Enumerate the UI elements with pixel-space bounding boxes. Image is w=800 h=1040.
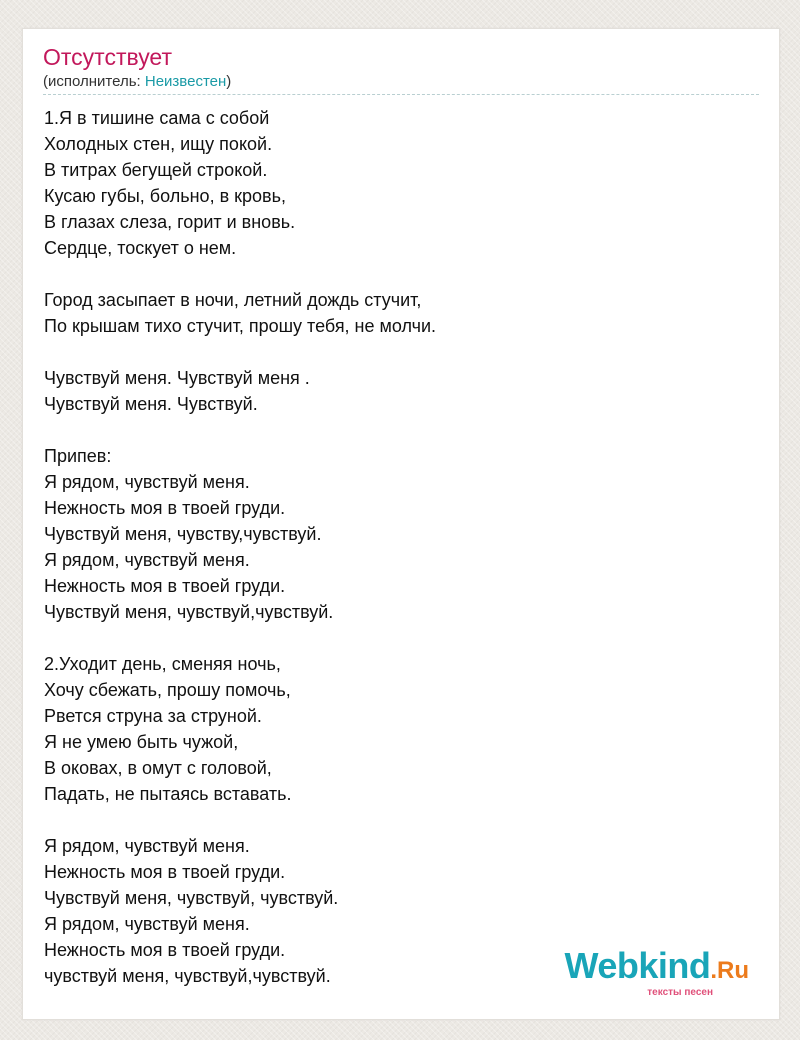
logo-brand: Webkind	[564, 945, 711, 986]
site-logo[interactable]	[529, 945, 749, 999]
lyrics-text: 1.Я в тишине сама с собой Холодных стен, ищу покой. В титрах бегущей строкой. Кусаю губы, больно, в кровь, В глазах слеза, горит и вновь. Сердце, тоскует о нем. Город засыпает в ночи, летний дождь стучит, По крышам тихо стучит, прошу тебя, не молчи. Чувствуй меня. Чувствуй меня . Чувствуй меня. Чувствуй. Припев: Я рядом, чувствуй меня. Нежность моя в твоей груди. Чувствуй меня, чувству,чувствуй. Я рядом, чувствуй меня. Нежность моя в твоей груди. Чувствуй меня, чувствуй,чувствуй. 2.Уходит день, сменяя ночь, Хочу сбежать, прошу помочь, Рвется струна за струной. Я не умею быть чужой, В оковах, в омут с головой, Падать, не пытаясь вставать. Я рядом, чувствуй меня. Нежность моя в твоей груди. Чувствуй меня, чувствуй, чувствуй. Я рядом, чувствуй меня. Нежность моя в твоей груди. чувствуй меня, чувствуй,чувствуй.	[44, 108, 437, 986]
artist-link[interactable]: Неизвестен	[144, 73, 227, 90]
artist-suffix: )	[226, 73, 232, 90]
artist-line	[43, 73, 231, 91]
header-divider	[43, 94, 759, 95]
logo-tagline: тексты песен	[647, 987, 713, 998]
lyrics-card	[22, 28, 780, 1020]
song-title: Отсутствует	[43, 44, 172, 70]
logo-tld: .Ru	[710, 957, 749, 984]
logo-wordmark	[529, 945, 749, 989]
artist-prefix: (исполнитель:	[43, 73, 145, 90]
